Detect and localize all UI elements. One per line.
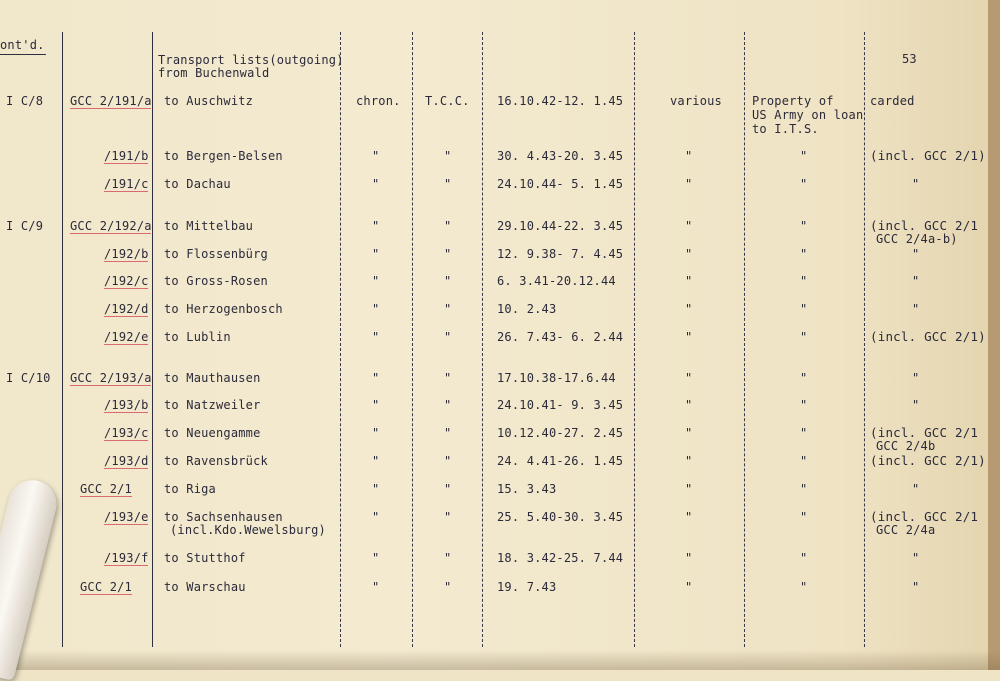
tcc-cell: " (444, 398, 452, 412)
file-code: GCC 2/1 (80, 482, 132, 496)
carded-cell: " (912, 482, 920, 496)
column-rule (412, 32, 413, 647)
carded-cell: " (912, 247, 920, 261)
source-cell: " (685, 510, 693, 524)
order-cell: " (372, 302, 380, 316)
source-cell: " (685, 247, 693, 261)
date-range: 10. 2.43 (497, 302, 557, 316)
source-cell: " (685, 219, 693, 233)
transport-destination: to Auschwitz (164, 94, 254, 108)
transport-destination: to Dachau (164, 177, 231, 191)
property-cell-line3: to I.T.S. (752, 122, 819, 136)
source-cell: " (685, 371, 693, 385)
date-range: 30. 4.43-20. 3.45 (497, 149, 624, 163)
property-cell: " (800, 371, 808, 385)
source-cell: " (685, 482, 693, 496)
continued-underline (0, 54, 46, 55)
file-code: /192/b (104, 247, 149, 261)
order-cell: " (372, 482, 380, 496)
order-cell: " (372, 426, 380, 440)
carded-cell: (incl. GCC 2/1 (870, 218, 979, 233)
carded-cell-line2: GCC 2/4a (876, 523, 936, 537)
red-underline (104, 191, 148, 192)
carded-cell-line2: GCC 2/4a-b) (876, 232, 958, 246)
property-cell: " (800, 330, 808, 344)
red-underline (104, 412, 148, 413)
page-edge (988, 0, 1000, 670)
red-underline (104, 288, 148, 289)
binding-shadow (0, 650, 1000, 670)
source-cell: " (685, 149, 693, 163)
red-underline (104, 468, 148, 469)
date-range: 25. 5.40-30. 3.45 (497, 510, 624, 524)
transport-destination: to Lublin (164, 330, 231, 344)
column-rule (62, 32, 63, 647)
transport-destination: to Bergen-Belsen (164, 149, 283, 163)
carded-cell: " (912, 177, 920, 191)
red-underline (104, 163, 148, 164)
file-code: /192/c (104, 274, 149, 288)
transport-destination: to Riga (164, 482, 216, 496)
tcc-cell: T.C.C. (425, 94, 470, 108)
order-cell: " (372, 274, 380, 288)
file-code: /193/b (104, 398, 149, 412)
tcc-cell: " (444, 580, 452, 594)
date-range: 10.12.40-27. 2.45 (497, 426, 624, 440)
carded-cell: (incl. GCC 2/1) (870, 329, 986, 344)
column-rule (340, 32, 341, 647)
source-cell: various (670, 94, 722, 108)
red-underline (104, 565, 148, 566)
date-range: 17.10.38-17.6.44 (497, 371, 616, 385)
transport-destination: to Mittelbau (164, 219, 254, 233)
continued-label: ont'd. (0, 38, 45, 52)
transport-destination: to Warschau (164, 580, 246, 594)
column-rule (482, 32, 483, 647)
file-code: /193/e (104, 510, 149, 524)
date-range: 24.10.41- 9. 3.45 (497, 398, 624, 412)
source-cell: " (685, 274, 693, 288)
red-underline (70, 108, 151, 109)
order-cell: chron. (356, 94, 401, 108)
file-code: /192/d (104, 302, 149, 316)
class-code: I C/8 (6, 94, 44, 108)
property-cell: " (800, 302, 808, 316)
property-cell-line2: US Army on loan (752, 108, 864, 122)
property-cell: " (800, 247, 808, 261)
tcc-cell: " (444, 219, 452, 233)
property-cell: Property of (752, 94, 834, 108)
date-range: 24. 4.41-26. 1.45 (497, 454, 624, 468)
order-cell: " (372, 371, 380, 385)
tcc-cell: " (444, 426, 452, 440)
red-underline (70, 233, 151, 234)
order-cell: " (372, 330, 380, 344)
red-underline (104, 344, 148, 345)
column-rule (864, 32, 865, 647)
transport-subtitle: from Buchenwald (158, 66, 270, 80)
red-underline (104, 440, 148, 441)
property-cell: " (800, 426, 808, 440)
property-cell: " (800, 482, 808, 496)
date-range: 6. 3.41-20.12.44 (497, 274, 616, 288)
date-range: 15. 3.43 (497, 482, 557, 496)
property-cell: " (800, 510, 808, 524)
file-code: GCC 2/193/a (70, 371, 152, 385)
transport-destination: to Stutthof (164, 551, 246, 565)
source-cell: " (685, 330, 693, 344)
tcc-cell: " (444, 454, 452, 468)
transport-destination: to Natzweiler (164, 398, 261, 412)
carded-cell: " (912, 371, 920, 385)
tcc-cell: " (444, 302, 452, 316)
column-rule (744, 32, 745, 647)
property-cell: " (800, 177, 808, 191)
tcc-cell: " (444, 149, 452, 163)
file-code: GCC 2/192/a (70, 219, 152, 233)
order-cell: " (372, 580, 380, 594)
tcc-cell: " (444, 177, 452, 191)
transport-destination: to Mauthausen (164, 371, 261, 385)
file-code: /193/d (104, 454, 149, 468)
file-code: /191/b (104, 149, 149, 163)
tcc-cell: " (444, 551, 452, 565)
date-range: 26. 7.43- 6. 2.44 (497, 330, 624, 344)
order-cell: " (372, 551, 380, 565)
carded-cell: carded (870, 94, 915, 108)
source-cell: " (685, 551, 693, 565)
transport-title: Transport lists(outgoing) (158, 53, 344, 67)
tcc-cell: " (444, 330, 452, 344)
page-number: 53 (902, 52, 917, 66)
red-underline (70, 385, 151, 386)
carded-cell-line2: GCC 2/4b (876, 439, 936, 453)
file-code: /192/e (104, 330, 149, 344)
carded-cell: " (912, 398, 920, 412)
source-cell: " (685, 398, 693, 412)
order-cell: " (372, 149, 380, 163)
order-cell: " (372, 510, 380, 524)
order-cell: " (372, 247, 380, 261)
carded-cell: (incl. GCC 2/1 (870, 425, 979, 440)
source-cell: " (685, 454, 693, 468)
tcc-cell: " (444, 274, 452, 288)
carded-cell: " (912, 302, 920, 316)
carded-cell: (incl. GCC 2/1 (870, 509, 979, 524)
property-cell: " (800, 454, 808, 468)
transport-destination: to Herzogenbosch (164, 302, 283, 316)
source-cell: " (685, 302, 693, 316)
tcc-cell: " (444, 510, 452, 524)
red-underline (104, 316, 148, 317)
file-code: GCC 2/191/a (70, 94, 152, 108)
order-cell: " (372, 398, 380, 412)
file-code: /193/c (104, 426, 149, 440)
carded-cell: (incl. GCC 2/1) (870, 453, 986, 468)
property-cell: " (800, 274, 808, 288)
class-code: I C/10 (6, 371, 51, 385)
source-cell: " (685, 426, 693, 440)
property-cell: " (800, 551, 808, 565)
carded-cell: (incl. GCC 2/1) (870, 148, 986, 163)
red-underline (80, 496, 132, 497)
source-cell: " (685, 177, 693, 191)
order-cell: " (372, 454, 380, 468)
destination-note: (incl.Kdo.Wewelsburg) (170, 523, 326, 537)
carded-cell: " (912, 580, 920, 594)
property-cell: " (800, 149, 808, 163)
carded-cell: " (912, 274, 920, 288)
red-underline (80, 594, 132, 595)
date-range: 12. 9.38- 7. 4.45 (497, 247, 624, 261)
date-range: 19. 7.43 (497, 580, 557, 594)
source-cell: " (685, 580, 693, 594)
date-range: 18. 3.42-25. 7.44 (497, 551, 624, 565)
transport-destination: to Neuengamme (164, 426, 261, 440)
date-range: 24.10.44- 5. 1.45 (497, 177, 624, 191)
red-underline (104, 261, 148, 262)
file-code: /193/f (104, 551, 149, 565)
tcc-cell: " (444, 247, 452, 261)
class-code: I C/9 (6, 219, 44, 233)
column-rule (152, 32, 153, 647)
tcc-cell: " (444, 371, 452, 385)
order-cell: " (372, 219, 380, 233)
tcc-cell: " (444, 482, 452, 496)
file-code: GCC 2/1 (80, 580, 132, 594)
transport-destination: to Gross-Rosen (164, 274, 268, 288)
column-rule (634, 32, 635, 647)
order-cell: " (372, 177, 380, 191)
property-cell: " (800, 580, 808, 594)
date-range: 29.10.44-22. 3.45 (497, 219, 624, 233)
file-code: /191/c (104, 177, 149, 191)
property-cell: " (800, 398, 808, 412)
transport-destination: to Ravensbrück (164, 454, 268, 468)
carded-cell: " (912, 551, 920, 565)
transport-destination: to Flossenbürg (164, 247, 268, 261)
property-cell: " (800, 219, 808, 233)
red-underline (104, 524, 148, 525)
transport-destination: to Sachsenhausen (164, 510, 283, 524)
date-range: 16.10.42-12. 1.45 (497, 94, 624, 108)
